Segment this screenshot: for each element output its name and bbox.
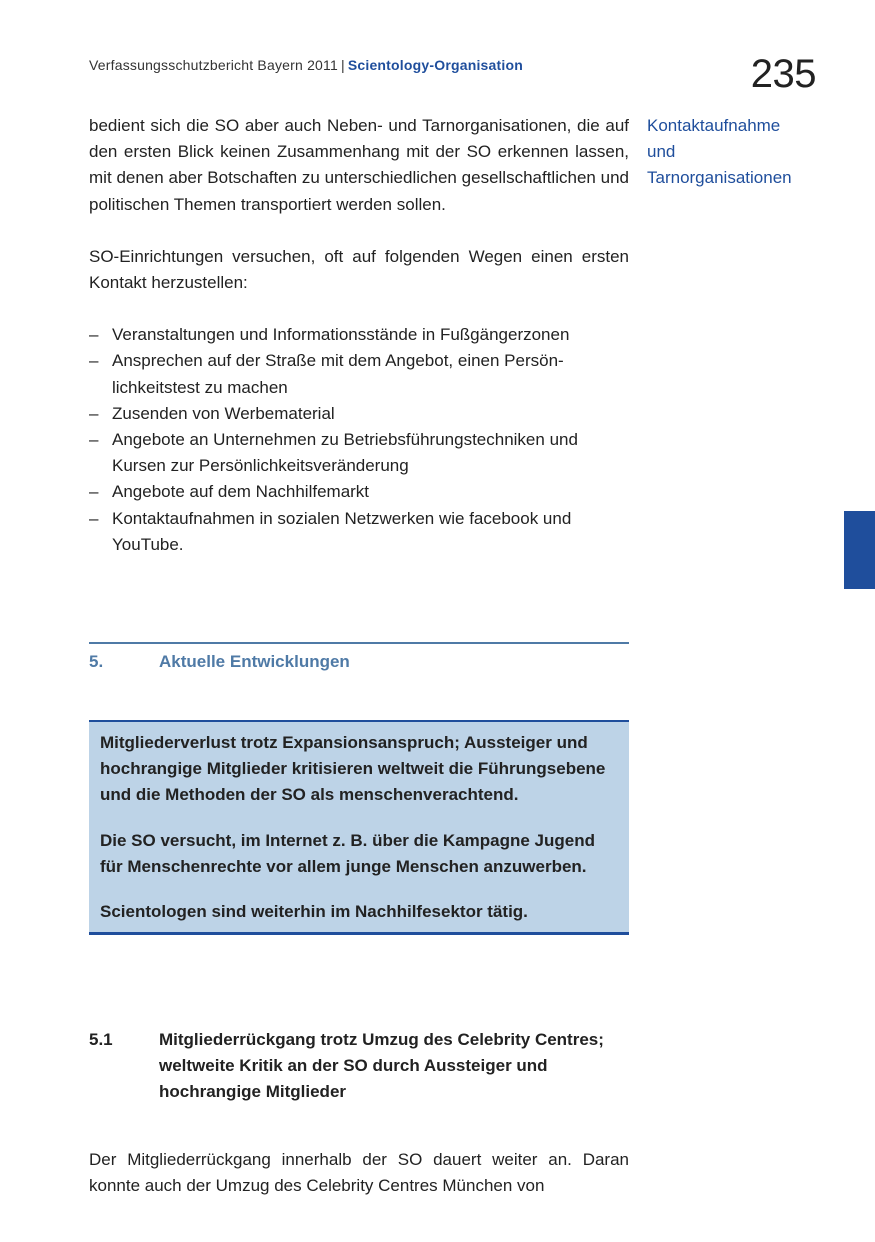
list-item <box>89 322 629 348</box>
dash-bullet: – <box>89 351 99 371</box>
subsection-number: 5.1 <box>89 1030 113 1049</box>
dash-bullet: – <box>89 325 99 345</box>
list-item-text: Ansprechen auf der Straße mit dem Angebot, einen Persönlichkeitstest zu machen <box>112 351 564 397</box>
section-heading-5 <box>89 642 629 672</box>
list-item-text: Kontaktaufnahmen in sozialen Netzwerken wie facebook und YouTube. <box>112 508 572 554</box>
section-title-text: Aktuelle Entwicklungen <box>159 652 350 671</box>
summary-paragraph: Mitgliederverlust trotz Expansionsanspruch; Aussteiger und hochrangige Mitglieder kritisieren weltweit die Führungsebene und die Methoden der SO als menschenverachtend. <box>100 733 606 805</box>
margin-note-line: und <box>647 142 676 162</box>
list-item-text: Zusenden von Werbematerial <box>112 403 335 423</box>
list-item <box>89 348 629 400</box>
main-text <box>89 113 629 558</box>
dash-bullet: – <box>89 482 99 502</box>
subsection-title: Mitgliederrückgang trotz Umzug des Celebrity Centres; weltweite Kritik an der SO durch Aussteiger und hochrangige Mitglieder <box>159 1030 604 1102</box>
dash-bullet: – <box>89 403 99 423</box>
running-header <box>89 57 523 73</box>
report-title: Verfassungsschutzbericht Bayern 2011 <box>89 57 338 73</box>
intro-paragraph: bedient sich die SO aber auch Neben- und Tarnorganisationen, die auf den ersten Blick keinen Zusammenhang mit der SO erkennen lassen, mit denen aber Botschaften zu unterschiedlichen gesellschaftlichen und politischen Themen transportiert werden sollen. <box>89 116 629 214</box>
list-item-text: Angebote auf dem Nachhilfemarkt <box>112 482 370 502</box>
summary-paragraph: Die SO versucht, im Internet z. B. über die Kampagne Jugend für Menschenrechte vor allem junge Menschen anzuwerben. <box>100 830 595 876</box>
contact-ways-list <box>89 322 629 558</box>
margin-note-line: Tarnorganisationen <box>647 168 792 188</box>
list-item <box>89 506 629 558</box>
header-separator: | <box>340 57 345 73</box>
list-item <box>89 427 629 479</box>
section-title: Scientology-Organisation <box>347 57 523 73</box>
section-heading-5-1 <box>89 1027 629 1106</box>
section-number: 5. <box>89 652 104 671</box>
chapter-tab-marker <box>844 511 875 589</box>
summary-paragraph: Scientologen sind weiterhin im Nachhilfesektor tätig. <box>100 902 528 922</box>
margin-note-line: Kontaktaufnahme <box>647 116 781 135</box>
list-item-text: Angebote an Unternehmen zu Betriebsführungstechniken und Kursen zur Persönlichkeitsveränderung <box>112 430 578 476</box>
page-number: 235 <box>750 52 816 96</box>
dash-bullet: – <box>89 508 99 528</box>
list-item <box>89 479 629 505</box>
body-paragraph: Der Mitgliederrückgang innerhalb der SO dauert weiter an. Daran konnte auch der Umzug des Celebrity Centres München von <box>89 1150 629 1196</box>
dash-bullet: – <box>89 430 99 450</box>
summary-box <box>89 720 629 935</box>
margin-note <box>647 113 837 192</box>
list-item-text: Veranstaltungen und Informationsstände in Fußgängerzonen <box>112 325 570 345</box>
list-item <box>89 401 629 427</box>
contact-ways-paragraph: SO-Einrichtungen versuchen, oft auf folgenden Wegen einen ersten Kontakt herzustellen: <box>89 246 629 293</box>
